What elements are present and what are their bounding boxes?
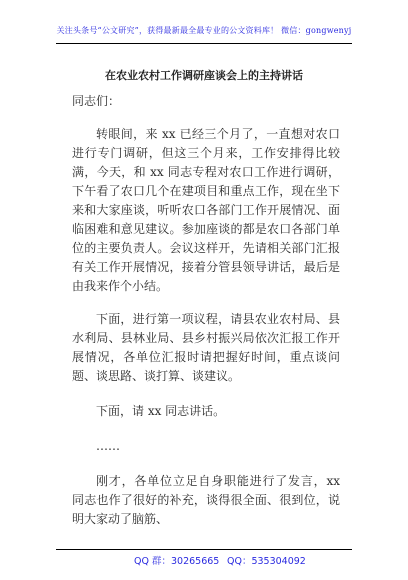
page-header	[0, 0, 408, 60]
qq-text: QQ：535304092	[227, 556, 306, 567]
paragraph-5: 刚才，各单位立足自身职能进行了发言，xx 同志也作了很好的补充，谈得很全面、很到位，说明大家动了脑筋、	[72, 474, 340, 526]
paragraph-4: ……	[96, 439, 120, 453]
paragraph-3: 下面，请 xx 同志讲话。	[96, 404, 226, 418]
paragraph-1: 转眼间，来 xx 已经三个月了，一直想对农口进行专门调研，但这三个月来，工作安排得比较满，今天，和 xx 同志专程对农口工作进行调研，下午看了农口几个在建项目和重点工作，现在坐下来和大家座谈，听听农口各部门工作开展情况、面临困难和意见建议。参加座谈的都是农口各部门单位的主要负责人。会议这样开，先请相关部门汇报有关工作开展情况，接着分管县领导讲话，最后是由我来作个小结。	[72, 127, 340, 293]
document-body	[72, 92, 340, 529]
header-divider	[56, 43, 352, 44]
greeting: 同志们：	[72, 94, 121, 108]
footer-divider	[56, 549, 352, 550]
qq-group-text: QQ 群：30265665	[134, 556, 220, 567]
promo-text: 关注头条号“公文研究”，获得最新最全最专业的公文资料库！ 微信：gongwenyj	[56, 26, 352, 35]
paragraph-2: 下面，进行第一项议程，请县农业农村局、县水利局、县林业局、县乡村振兴局依次汇报工作开展情况，各单位汇报时请把握好时间，重点谈问题、谈思路、谈打算、谈建议。	[72, 312, 340, 383]
document-title: 在农业农村工作调研座谈会上的主持讲话	[105, 69, 303, 82]
page-footer	[0, 549, 408, 569]
